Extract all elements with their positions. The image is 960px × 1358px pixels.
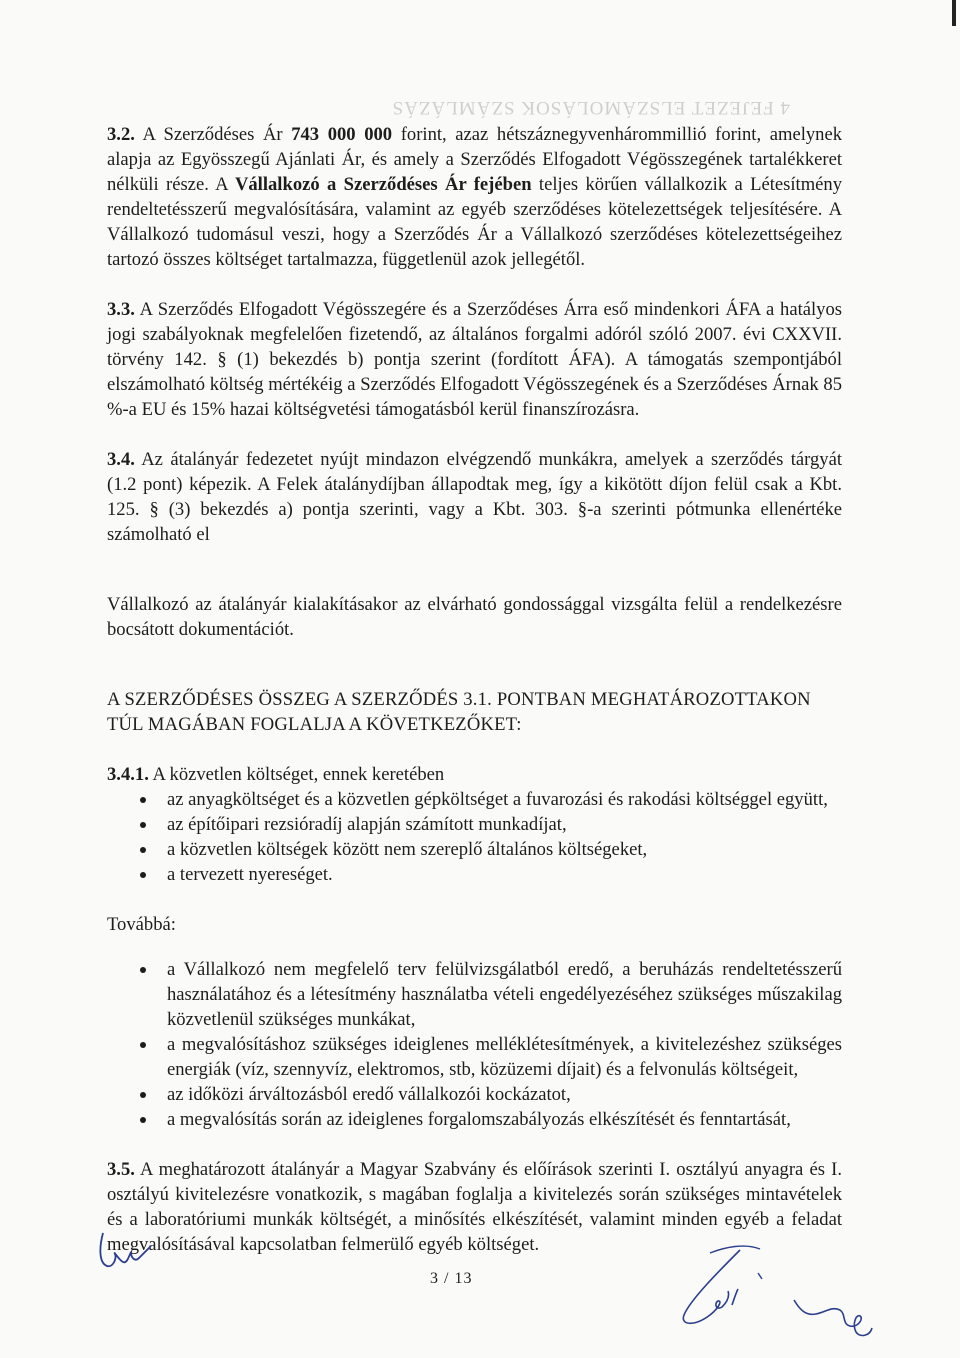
section-heading: A SZERZŐDÉSES ÖSSZEG A SZERZŐDÉS 3.1. PONTBAN MEGHATÁROZOTTAKON TÚL MAGÁBAN FOGLALJA A KÖVETKEZŐKET: — [107, 689, 811, 735]
section-3-2: 3.2. A Szerződéses Ár 743 000 000 forint, azaz hétszáznegyvenhárommillió forint, amelynek alapja az Egyösszegű Ajánlati Ár, és amely a Szerződés Elfogadott Végösszegének tartalékkeret nélküli része. A Vállalkozó a Szerződéses Ár fejében teljes körűen vállalkozik a Létesítmény rendeltetésszerű megvalósítására, valamint az egyéb szerződéses kötelezettségek teljesítésére. A Vállalkozó tudomásul veszi, hogy a Szerződés Ár a Vállalkozó szerződéses kötelezettségeihez tartozó összes költséget tartalmazza, függetlenül azok jellegétől. — [107, 124, 843, 270]
section-3-3: 3.3. A Szerződés Elfogadott Végösszegére és a Szerződéses Árra eső mindenkori ÁFA a hatályos jogi szabályoknak megfelelően fizetendő, az általános forgalmi adóról szóló 2007. évi CXXVII. törvény 142. § (1) bekezdés b) pontja szerint (fordított ÁFA). A támogatás szempontjából elszámolható költség mértékéig a Szerződés Elfogadott Végösszegének és a Szerződéses Árnak 85 %-a EU és 15% hazai költségvetési támogatásból kerül finanszírozásra. — [107, 299, 842, 420]
section-3-5: 3.5. A meghatározott átalányár a Magyar Szabvány és előírások szerinti I. osztályú anyagra és I. osztályú kivitelezésre vonatkozik, s magában foglalja a kivitelezés során szükséges mintavételek és a laboratóriumi munkák költségét, a minősítés elkészítését, valamint minden egyéb a feladat megvalósításával kapcsolatban felmerülő egyéb költséget. — [107, 1159, 842, 1255]
list-item: a közvetlen költségek között nem szereplő általános költségeket, — [107, 837, 842, 862]
scan-edge-mark — [952, 0, 956, 26]
bleed-through-text: 4 FEJEZET ELSZÁMOLÁSOK SZÁMLÁZÁS — [391, 97, 790, 118]
list-item: az időközi árváltozásból eredő vállalkozói kockázatot, — [107, 1082, 842, 1107]
section-number: 3.4.1. — [107, 764, 149, 785]
paragraph-vallalkozo: Vállalkozó az átalányár kialakításakor az elvárható gondossággal vizsgálta felül a rendelkezésre bocsátott dokumentációt. — [107, 594, 842, 640]
signature — [670, 1245, 770, 1335]
direct-cost-list — [107, 787, 842, 887]
section-number: 3.3. — [107, 299, 135, 320]
section-3-4-1: 3.4.1. A közvetlen költséget, ennek keretében — [107, 764, 445, 785]
section-number: 3.4. — [107, 449, 135, 470]
signature — [790, 1290, 880, 1340]
contract-amount: 743 000 000 — [291, 124, 393, 145]
document-body — [107, 122, 842, 1257]
list-item: a megvalósításhoz szükséges ideiglenes melléklétesítmények, a kivitelezéshez szükséges energiák (víz, szennyvíz, elektromos, stb, közüzemi díjait) és a felvonulás költségeit, — [107, 1032, 842, 1082]
section-3-4: 3.4. Az átalányár fedezetet nyújt mindazon elvégzendő munkákra, amelyek a szerződés tárgyát (1.2 pont) képezik. A Felek átalánydíjban állapodtak meg, így a kikötött díjon felül csak a Kbt. 125. § (3) bekezdés a) pontja szerinti, vagy a Kbt. 303. §-a szerinti pótmunka ellenértéke számolható el — [107, 449, 842, 545]
page-number: 3 / 13 — [430, 1270, 473, 1287]
section-number: 3.5. — [107, 1159, 135, 1180]
tovabba-label: Továbbá: — [107, 914, 176, 935]
list-item: az építőipari rezsióradíj alapján számított munkadíjat, — [107, 812, 842, 837]
list-item: a tervezett nyereséget. — [107, 862, 842, 887]
list-item: a megvalósítás során az ideiglenes forgalomszabályozás elkészítését és fenntartását, — [107, 1107, 842, 1132]
section-number: 3.2. — [107, 124, 135, 145]
list-item: az anyagköltséget és a közvetlen gépköltséget a fuvarozási és rakodási költséggel együtt, — [107, 787, 842, 812]
additional-items-list — [107, 957, 842, 1132]
initials-signature — [95, 1228, 155, 1278]
list-item: a Vállalkozó nem megfelelő terv felülvizsgálatból eredő, a beruházás rendeltetésszerű használatához és a létesítmény használatba vételi engedélyezéséhez szükséges műszakilag közvetlenül szükséges munkákat, — [107, 957, 842, 1032]
